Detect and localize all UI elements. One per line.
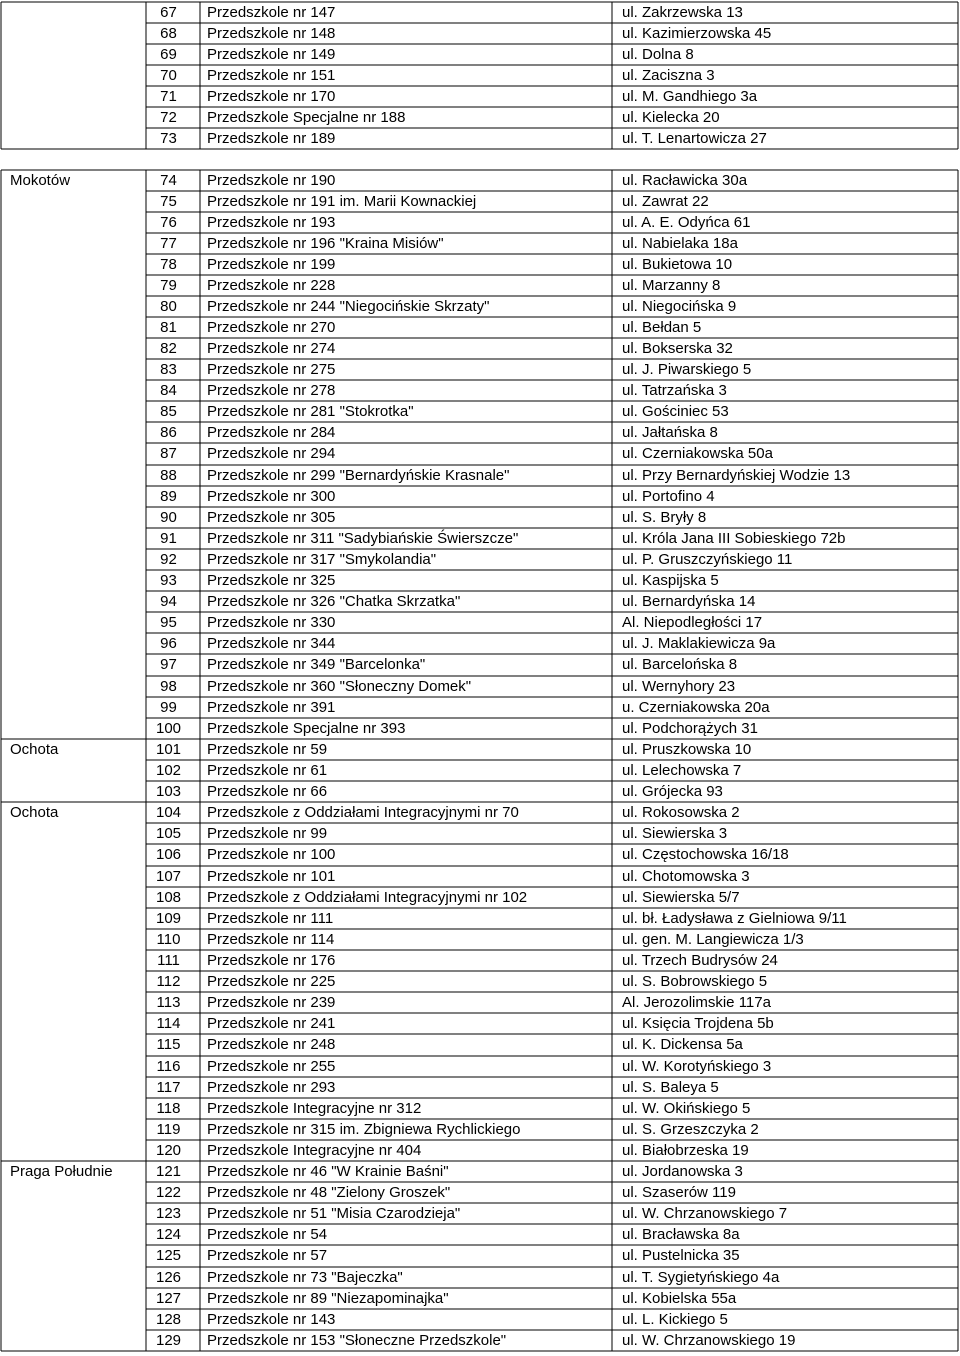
table-row <box>0 1182 960 1203</box>
address-cell: Al. Jerozolimskie 117a <box>622 994 771 1011</box>
address-cell: ul. Białobrzeska 19 <box>622 1142 749 1159</box>
table-row <box>0 1161 960 1182</box>
table-row <box>0 633 960 654</box>
address-cell: ul. L. Kickiego 5 <box>622 1311 728 1328</box>
address-cell: ul. Bukietowa 10 <box>622 256 733 273</box>
address-cell: ul. Jałtańska 8 <box>622 424 718 441</box>
kindergarten-name-cell: Przedszkole nr 114 <box>207 931 335 948</box>
table-row <box>0 929 960 950</box>
number-cell: 115 <box>156 1036 181 1053</box>
address-cell: ul. Portofino 4 <box>622 488 715 505</box>
kindergarten-name-cell: Przedszkole nr 244 "Niegocińskie Skrzaty" <box>207 298 490 315</box>
table-row <box>0 739 960 760</box>
number-cell: 104 <box>155 804 182 821</box>
address-cell: ul. Bełdan 5 <box>622 319 702 336</box>
number-cell: 70 <box>160 67 177 84</box>
address-cell: ul. Kazimierzowska 45 <box>622 25 772 42</box>
table-row <box>0 1119 960 1140</box>
kindergarten-name-cell: Przedszkole nr 48 "Zielony Groszek" <box>207 1184 451 1201</box>
number-cell: 72 <box>160 109 177 126</box>
kindergarten-name-cell: Przedszkole nr 196 "Kraina Misiów" <box>207 235 444 252</box>
kindergarten-name-cell: Przedszkole nr 111 <box>207 910 334 927</box>
number-cell: 123 <box>155 1205 182 1222</box>
kindergarten-name-cell: Przedszkole Specjalne nr 393 <box>207 720 406 737</box>
number-cell: 86 <box>160 424 177 441</box>
address-cell: ul. Pruszkowska 10 <box>622 741 752 758</box>
table-row <box>0 697 960 718</box>
number-cell: 112 <box>156 973 181 990</box>
address-cell: ul. Zakrzewska 13 <box>622 4 743 21</box>
number-cell: 117 <box>156 1079 181 1096</box>
kindergarten-name-cell: Przedszkole nr 147 <box>207 4 336 21</box>
kindergarten-name-cell: Przedszkole nr 344 <box>207 635 336 652</box>
kindergarten-name-cell: Przedszkole nr 315 im. Zbigniewa Rychlickiego <box>207 1121 521 1138</box>
address-cell: ul. P. Gruszczyńskiego 11 <box>622 551 793 568</box>
number-cell: 71 <box>160 88 177 105</box>
table-row <box>0 1140 960 1161</box>
address-cell: ul. Rokosowska 2 <box>622 804 740 821</box>
number-cell: 111 <box>157 952 180 969</box>
address-cell: ul. Kobielska 55a <box>622 1290 737 1307</box>
number-cell: 124 <box>155 1226 182 1243</box>
table-row <box>0 1245 960 1266</box>
address-cell: ul. S. Grzeszczyka 2 <box>622 1121 759 1138</box>
kindergarten-name-cell: Przedszkole nr 330 <box>207 614 336 631</box>
table-row <box>0 1224 960 1245</box>
address-cell: ul. J. Piwarskiego 5 <box>622 361 752 378</box>
table-row <box>0 866 960 887</box>
number-cell: 106 <box>155 846 182 863</box>
number-cell: 83 <box>160 361 177 378</box>
kindergarten-name-cell: Przedszkole nr 153 "Słoneczne Przedszkole" <box>207 1332 507 1349</box>
kindergarten-name-cell: Przedszkole nr 57 <box>207 1247 328 1264</box>
number-cell: 102 <box>155 762 182 779</box>
address-cell: Al. Niepodległości 17 <box>622 614 763 631</box>
table-row <box>0 612 960 633</box>
table-row <box>0 2 960 23</box>
kindergarten-name-cell: Przedszkole nr 59 <box>207 741 328 758</box>
kindergarten-name-cell: Przedszkole nr 294 <box>207 445 336 462</box>
kindergarten-name-cell: Przedszkole nr 284 <box>207 424 336 441</box>
kindergarten-name-cell: Przedszkole z Oddziałami Integracyjnymi nr 102 <box>207 889 528 906</box>
table-row <box>0 1309 960 1330</box>
number-cell: 91 <box>160 530 177 547</box>
kindergarten-name-cell: Przedszkole nr 193 <box>207 214 336 231</box>
table-row <box>0 380 960 401</box>
kindergarten-name-cell: Przedszkole Specjalne nr 188 <box>207 109 406 126</box>
kindergarten-name-cell: Przedszkole nr 191 im. Marii Kownackiej <box>207 193 477 210</box>
table-row <box>0 296 960 317</box>
address-cell: ul. Przy Bernardyńskiej Wodzie 13 <box>622 467 851 484</box>
number-cell: 100 <box>155 720 182 737</box>
kindergarten-name-cell: Przedszkole nr 89 "Niezapominajka" <box>207 1290 449 1307</box>
number-cell: 116 <box>156 1058 181 1075</box>
table-row <box>0 802 960 823</box>
table-row <box>0 950 960 971</box>
kindergarten-name-cell: Przedszkole nr 293 <box>207 1079 336 1096</box>
address-cell: ul. Bernardyńska 14 <box>622 593 756 610</box>
address-cell: ul. Siewierska 3 <box>622 825 728 842</box>
address-cell: ul. W. Chrzanowskiego 7 <box>622 1205 788 1222</box>
address-cell: ul. Siewierska 5/7 <box>622 889 740 906</box>
number-cell: 77 <box>160 235 177 252</box>
number-cell: 76 <box>160 214 177 231</box>
table-row <box>0 65 960 86</box>
kindergarten-name-cell: Przedszkole nr 148 <box>207 25 336 42</box>
address-cell: ul. Marzanny 8 <box>622 277 721 294</box>
number-cell: 69 <box>160 46 177 63</box>
address-cell: ul. Tatrzańska 3 <box>622 382 727 399</box>
number-cell: 84 <box>160 382 177 399</box>
number-cell: 81 <box>160 319 177 336</box>
number-cell: 125 <box>155 1247 182 1264</box>
number-cell: 89 <box>160 488 177 505</box>
kindergarten-name-cell: Przedszkole z Oddziałami Integracyjnymi nr 70 <box>207 804 519 821</box>
table-row <box>0 1203 960 1224</box>
kindergarten-name-cell: Przedszkole nr 305 <box>207 509 336 526</box>
address-cell: ul. Lelechowska 7 <box>622 762 742 779</box>
kindergarten-name-cell: Przedszkole nr 225 <box>207 973 336 990</box>
kindergarten-name-cell: Przedszkole nr 311 "Sadybiańskie Świerszcze" <box>207 530 519 547</box>
address-cell: ul. Racławicka 30a <box>622 172 748 189</box>
table-row <box>0 401 960 422</box>
kindergarten-name-cell: Przedszkole nr 54 <box>207 1226 328 1243</box>
number-cell: 97 <box>160 656 177 673</box>
number-cell: 78 <box>160 256 177 273</box>
number-cell: 80 <box>160 298 177 315</box>
address-cell: ul. K. Dickensa 5a <box>622 1036 743 1053</box>
kindergarten-name-cell: Przedszkole nr 46 "W Krainie Baśni" <box>207 1163 449 1180</box>
table-row <box>0 549 960 570</box>
table-row <box>0 422 960 443</box>
number-cell: 109 <box>155 910 182 927</box>
number-cell: 75 <box>160 193 177 210</box>
address-cell: ul. A. E. Odyńca 61 <box>622 214 751 231</box>
table-row <box>0 486 960 507</box>
kindergarten-name-cell: Przedszkole nr 241 <box>207 1015 336 1032</box>
district-cell: Ochota <box>10 804 59 821</box>
kindergarten-name-cell: Przedszkole nr 300 <box>207 488 336 505</box>
table-row <box>0 718 960 739</box>
kindergarten-name-cell: Przedszkole nr 190 <box>207 172 336 189</box>
number-cell: 90 <box>160 509 177 526</box>
number-cell: 87 <box>160 445 177 462</box>
table-row <box>0 760 960 781</box>
kindergarten-name-cell: Przedszkole nr 274 <box>207 340 336 357</box>
kindergarten-name-cell: Przedszkole nr 228 <box>207 277 336 294</box>
number-cell: 128 <box>155 1311 182 1328</box>
kindergarten-name-cell: Przedszkole nr 73 "Bajeczka" <box>207 1269 403 1286</box>
kindergarten-name-cell: Przedszkole nr 281 "Stokrotka" <box>207 403 414 420</box>
number-cell: 126 <box>155 1269 182 1286</box>
address-cell: ul. Barcelońska 8 <box>622 656 738 673</box>
kindergarten-name-cell: Przedszkole nr 360 "Słoneczny Domek" <box>207 678 472 695</box>
number-cell: 92 <box>160 551 177 568</box>
address-cell: ul. Wernyhory 23 <box>622 678 736 695</box>
number-cell: 74 <box>160 172 177 189</box>
kindergarten-name-cell: Przedszkole nr 100 <box>207 846 336 863</box>
address-cell: ul. Podchorążych 31 <box>622 720 758 737</box>
kindergarten-name-cell: Przedszkole nr 248 <box>207 1036 336 1053</box>
table-row <box>0 507 960 528</box>
address-cell: ul. Zawrat 22 <box>622 193 709 210</box>
table-row <box>0 254 960 275</box>
number-cell: 73 <box>160 130 177 147</box>
table-row <box>0 317 960 338</box>
kindergarten-name-cell: Przedszkole nr 151 <box>207 67 336 84</box>
number-cell: 88 <box>160 467 177 484</box>
table-row <box>0 1330 960 1351</box>
address-cell: ul. Kaspijska 5 <box>622 572 719 589</box>
kindergarten-name-cell: Przedszkole nr 61 <box>207 762 328 779</box>
table-row <box>0 591 960 612</box>
number-cell: 114 <box>156 1015 181 1032</box>
number-cell: 82 <box>160 340 177 357</box>
kindergarten-name-cell: Przedszkole nr 170 <box>207 88 336 105</box>
address-cell: ul. Bokserska 32 <box>622 340 733 357</box>
kindergarten-name-cell: Przedszkole nr 317 "Smykolandia" <box>207 551 437 568</box>
table-row <box>0 233 960 254</box>
number-cell: 103 <box>155 783 182 800</box>
kindergarten-name-cell: Przedszkole nr 199 <box>207 256 336 273</box>
address-cell: ul. Nabielaka 18a <box>622 235 738 252</box>
kindergarten-name-cell: Przedszkole nr 143 <box>207 1311 336 1328</box>
table-row <box>0 1034 960 1055</box>
table-row <box>0 1267 960 1288</box>
number-cell: 67 <box>160 4 177 21</box>
kindergarten-name-cell: Przedszkole nr 239 <box>207 994 336 1011</box>
number-cell: 129 <box>155 1332 182 1349</box>
number-cell: 113 <box>156 994 181 1011</box>
address-cell: ul. Trzech Budrysów 24 <box>622 952 778 969</box>
table-row <box>0 887 960 908</box>
table-row <box>0 44 960 65</box>
address-cell: ul. S. Bobrowskiego 5 <box>622 973 768 990</box>
address-cell: u. Czerniakowska 20a <box>622 699 770 716</box>
address-cell: ul. Kielecka 20 <box>622 109 720 126</box>
address-cell: ul. W. Chrzanowskiego 19 <box>622 1332 796 1349</box>
kindergarten-name-cell: Przedszkole nr 391 <box>207 699 336 716</box>
kindergarten-name-cell: Przedszkole nr 51 "Misia Czarodzieja" <box>207 1205 461 1222</box>
address-cell: ul. S. Baleya 5 <box>622 1079 719 1096</box>
number-cell: 94 <box>160 593 177 610</box>
table-row <box>0 275 960 296</box>
kindergarten-name-cell: Przedszkole nr 176 <box>207 952 336 969</box>
address-cell: ul. W. Okińskiego 5 <box>622 1100 751 1117</box>
address-cell: ul. M. Gandhiego 3a <box>622 88 758 105</box>
address-cell: ul. Bracławska 8a <box>622 1226 740 1243</box>
number-cell: 108 <box>155 889 182 906</box>
kindergarten-name-cell: Przedszkole nr 270 <box>207 319 336 336</box>
table-row <box>0 654 960 675</box>
kindergarten-name-cell: Przedszkole nr 99 <box>207 825 328 842</box>
table-row <box>0 443 960 464</box>
number-cell: 122 <box>155 1184 182 1201</box>
kindergarten-name-cell: Przedszkole nr 101 <box>207 868 336 885</box>
kindergarten-name-cell: Przedszkole nr 325 <box>207 572 336 589</box>
address-cell: ul. Chotomowska 3 <box>622 868 750 885</box>
address-cell: ul. Dolna 8 <box>622 46 694 63</box>
number-cell: 121 <box>155 1163 182 1180</box>
kindergarten-name-cell: Przedszkole nr 278 <box>207 382 336 399</box>
address-cell: ul. Częstochowska 16/18 <box>622 846 789 863</box>
table-row <box>0 570 960 591</box>
kindergarten-name-cell: Przedszkole nr 149 <box>207 46 336 63</box>
table-row <box>0 908 960 929</box>
kindergarten-name-cell: Przedszkole nr 326 "Chatka Skrzatka" <box>207 593 461 610</box>
number-cell: 110 <box>156 931 181 948</box>
address-cell: ul. gen. M. Langiewicza 1/3 <box>622 931 804 948</box>
table-row <box>0 128 960 149</box>
number-cell: 85 <box>160 403 177 420</box>
table-row <box>0 1056 960 1077</box>
table-row <box>0 844 960 865</box>
district-cell: Ochota <box>10 741 59 758</box>
number-cell: 120 <box>155 1142 182 1159</box>
number-cell: 79 <box>160 277 177 294</box>
table-row <box>0 971 960 992</box>
table-row <box>0 191 960 212</box>
table-row <box>0 992 960 1013</box>
table-row <box>0 107 960 128</box>
kindergarten-name-cell: Przedszkole nr 66 <box>207 783 328 800</box>
address-cell: ul. S. Bryły 8 <box>622 509 707 526</box>
table-row <box>0 1288 960 1309</box>
number-cell: 95 <box>160 614 177 631</box>
table-row <box>0 676 960 697</box>
address-cell: ul. Czerniakowska 50a <box>622 445 773 462</box>
district-cell: Praga Południe <box>10 1163 113 1180</box>
kindergarten-name-cell: Przedszkole nr 299 "Bernardyńskie Krasnale" <box>207 467 510 484</box>
address-cell: ul. Króla Jana III Sobieskiego 72b <box>622 530 846 547</box>
table-row <box>0 23 960 44</box>
number-cell: 101 <box>155 741 182 758</box>
address-cell: ul. bł. Ładysława z Gielniowa 9/11 <box>622 910 847 927</box>
address-cell: ul. Księcia Trojdena 5b <box>622 1015 774 1032</box>
table-row <box>0 338 960 359</box>
table-row <box>0 86 960 107</box>
kindergarten-name-cell: Przedszkole nr 189 <box>207 130 336 147</box>
table-row <box>0 170 960 191</box>
table-row <box>0 1098 960 1119</box>
table-row <box>0 359 960 380</box>
number-cell: 107 <box>155 868 182 885</box>
kindergarten-name-cell: Przedszkole Integracyjne nr 404 <box>207 1142 422 1159</box>
table-row <box>0 212 960 233</box>
table-row <box>0 781 960 802</box>
number-cell: 105 <box>155 825 182 842</box>
number-cell: 99 <box>160 699 177 716</box>
kindergarten-name-cell: Przedszkole Integracyjne nr 312 <box>207 1100 422 1117</box>
address-cell: ul. Jordanowska 3 <box>622 1163 743 1180</box>
address-cell: ul. Gościniec 53 <box>622 403 729 420</box>
table-row <box>0 823 960 844</box>
address-cell: ul. Grójecka 93 <box>622 783 723 800</box>
address-cell: ul. Zaciszna 3 <box>622 67 715 84</box>
number-cell: 96 <box>160 635 177 652</box>
district-cell: Mokotów <box>10 172 71 189</box>
address-cell: ul. W. Korotyńskiego 3 <box>622 1058 772 1075</box>
number-cell: 118 <box>156 1100 181 1117</box>
address-cell: ul. J. Maklakiewicza 9a <box>622 635 776 652</box>
kindergarten-name-cell: Przedszkole nr 255 <box>207 1058 336 1075</box>
table-row <box>0 528 960 549</box>
kindergarten-name-cell: Przedszkole nr 349 "Barcelonka" <box>207 656 426 673</box>
table-row <box>0 465 960 486</box>
table-row <box>0 1077 960 1098</box>
number-cell: 127 <box>155 1290 182 1307</box>
table-row <box>0 1013 960 1034</box>
address-cell: ul. T. Lenartowicza 27 <box>622 130 767 147</box>
address-cell: ul. Szaserów 119 <box>622 1184 736 1201</box>
number-cell: 98 <box>160 678 177 695</box>
number-cell: 119 <box>156 1121 181 1138</box>
kindergarten-name-cell: Przedszkole nr 275 <box>207 361 336 378</box>
number-cell: 68 <box>160 25 177 42</box>
address-cell: ul. T. Sygietyńskiego 4a <box>622 1269 780 1286</box>
address-cell: ul. Niegocińska 9 <box>622 298 737 315</box>
address-cell: ul. Pustelnicka 35 <box>622 1247 740 1264</box>
number-cell: 93 <box>160 572 177 589</box>
